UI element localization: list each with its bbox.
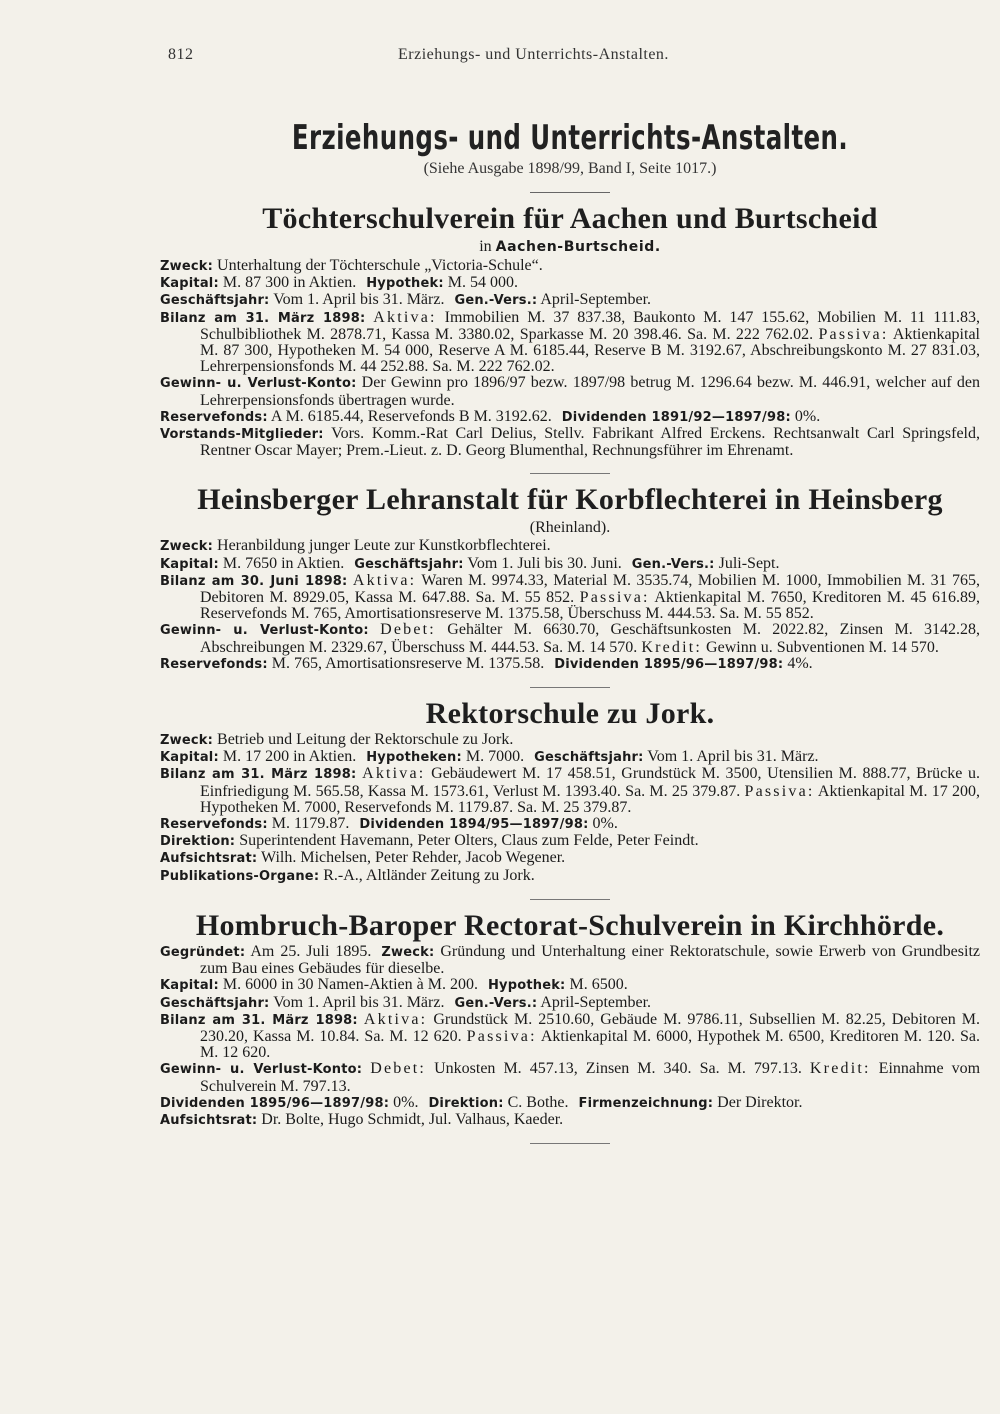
- label-gegruendet: Gegründet:: [160, 944, 246, 960]
- label-dividenden: Dividenden 1895/96—1897/98:: [160, 1095, 390, 1111]
- value-direktion: C. Bothe.: [507, 1093, 569, 1111]
- field-aufsichtsrat: [160, 850, 980, 867]
- location-prefix: in: [479, 238, 492, 255]
- value-passiva: Aktienkapital M. 7650, Kreditoren M. 45 616.89, Reservefonds M. 765, Amortisationsreserve M. 1375.58, Überschuss M. 444.53. Sa. M. 55 852.: [200, 589, 981, 623]
- label-direktion: Direktion:: [428, 1095, 504, 1111]
- divider: [530, 473, 610, 474]
- label-kapital: Kapital:: [160, 276, 219, 292]
- value-kapital: M. 7650 in Aktien.: [222, 554, 345, 572]
- field-zweck: [160, 732, 980, 749]
- label-bilanz: Bilanz am 31. März 1898:: [160, 310, 366, 326]
- field-geschaeftsjahr: [160, 292, 980, 309]
- value-kapital: M. 17 200 in Aktien.: [222, 748, 357, 766]
- divider: [530, 687, 610, 688]
- label-kredit: Kredit:: [809, 1060, 871, 1078]
- value-dividenden: 0%.: [794, 407, 821, 425]
- entry-location: [160, 237, 980, 257]
- label-zweck: Zweck:: [160, 539, 214, 555]
- field-kapital: [160, 275, 980, 292]
- value-kredit: Einnahme vom Schulverein M. 797.13.: [200, 1060, 981, 1095]
- label-zweck: Zweck:: [381, 944, 435, 960]
- field-zweck: [160, 258, 980, 275]
- value-geschaeftsjahr: Vom 1. April bis 31. März.: [647, 748, 819, 766]
- field-vorstand: [160, 426, 980, 459]
- value-dividenden: 0%.: [592, 815, 618, 833]
- value-geschaeftsjahr: Vom 1. April bis 31. März.: [273, 291, 445, 309]
- value-firmenzeichnung: Der Direktor.: [717, 1093, 803, 1111]
- entry-location: (Rheinland).: [529, 519, 611, 537]
- field-bilanz: [160, 766, 980, 816]
- label-zweck: Zweck:: [160, 733, 214, 749]
- section-subtitle: (Siehe Ausgabe 1898/99, Band I, Seite 1017.): [423, 160, 717, 177]
- field-direktion: [160, 833, 980, 850]
- label-kapital: Kapital:: [160, 750, 219, 766]
- field-gewinn-verlust: [160, 622, 980, 655]
- label-kredit: Kredit:: [641, 638, 703, 656]
- label-debet: Debet:: [370, 1060, 427, 1078]
- value-aktiva: Immobilien M. 37 837.38, Baukonto M. 147 155.62, Mobilien M. 11 111.83, Schulbibliothek M. 2878.71, Kassa M. 3380.02, Sparkasse M. 20 398.46. Sa. M. 222 762.02.: [200, 308, 981, 343]
- entry-title: Rektorschule zu Jork.: [425, 697, 715, 731]
- label-aktiva: Aktiva:: [362, 765, 426, 783]
- value-kredit: Gewinn u. Subventionen M. 14 570.: [706, 638, 939, 656]
- field-kapital: [160, 556, 980, 573]
- label-aktiva: Aktiva:: [363, 1010, 428, 1028]
- value-reservefonds: M. 765, Amortisationsreserve M. 1375.58.: [271, 654, 545, 672]
- value-aufsichtsrat: Dr. Bolte, Hugo Schmidt, Jul. Valhaus, Kaeder.: [261, 1110, 564, 1128]
- label-gewinn-verlust: Gewinn- u. Verlust-Konto:: [160, 376, 357, 392]
- value-geschaeftsjahr: Vom 1. Juli bis 30. Juni.: [467, 554, 622, 572]
- field-gewinn-verlust: [160, 375, 980, 408]
- value-kapital: M. 87 300 in Aktien.: [222, 274, 357, 292]
- entry-toechterschulverein: [160, 201, 980, 474]
- entry-hombruch-baroper: [160, 908, 980, 1144]
- field-reservefonds: [160, 656, 980, 673]
- label-geschaeftsjahr: Geschäftsjahr:: [160, 995, 270, 1011]
- field-bilanz: [160, 1012, 980, 1062]
- value-kapital: M. 6000 in 30 Namen-Aktien à M. 200.: [222, 976, 478, 994]
- label-dividenden: Dividenden 1894/95—1897/98:: [359, 817, 589, 833]
- entry-title: Heinsberger Lehranstalt für Korbflechterei in Heinsberg: [197, 483, 943, 517]
- field-dividenden: [160, 1095, 980, 1112]
- label-aufsichtsrat: Aufsichtsrat:: [160, 1112, 258, 1128]
- field-reservefonds: [160, 816, 980, 833]
- label-kapital: Kapital:: [160, 556, 219, 572]
- label-hypothek: Hypothek:: [366, 276, 444, 292]
- value-gen-vers: April-September.: [540, 291, 652, 309]
- value-zweck: Betrieb und Leitung der Rektorschule zu Jork.: [217, 731, 514, 749]
- field-zweck: [160, 538, 980, 555]
- value-passiva: Aktienkapital M. 6000, Hypothek M. 6500, Kreditoren M. 120. Sa. M. 12 620.: [200, 1027, 981, 1062]
- label-dividenden: Dividenden 1895/96—1897/98:: [554, 656, 784, 672]
- value-geschaeftsjahr: Vom 1. April bis 31. März.: [273, 993, 445, 1011]
- label-geschaeftsjahr: Geschäftsjahr:: [534, 750, 644, 766]
- value-gen-vers: Juli-Sept.: [718, 554, 780, 572]
- label-aufsichtsrat: Aufsichtsrat:: [160, 851, 258, 867]
- entry-rektorschule-jork: [160, 696, 980, 900]
- entry-heinsberger-lehranstalt: [160, 482, 980, 688]
- label-passiva: Passiva:: [466, 1027, 537, 1045]
- label-geschaeftsjahr: Geschäftsjahr:: [354, 556, 464, 572]
- value-passiva: Aktienkapital M. 87 300, Hypotheken M. 54 000, Reserve A M. 6185.44, Reserve B M. 3192.67, Abschreibungskonto M. 27 831.03, Lehrerpensionsfonds M. 44 252.88. Sa. M. 222 762.02.: [200, 325, 980, 376]
- label-bilanz: Bilanz am 31. März 1898:: [160, 767, 357, 783]
- label-hypothek: Hypothek:: [487, 978, 566, 994]
- label-publikationsorgane: Publikations-Organe:: [160, 868, 320, 884]
- location-name: Aachen-Burtscheid.: [495, 239, 661, 255]
- label-gewinn-verlust: Gewinn- u. Verlust-Konto:: [160, 623, 369, 639]
- field-publikationsorgane: [160, 868, 980, 885]
- value-debet: Unkosten M. 457.13, Zinsen M. 340. Sa. M. 797.13.: [434, 1060, 802, 1078]
- label-direktion: Direktion:: [160, 834, 236, 850]
- label-gewinn-verlust: Gewinn- u. Verlust-Konto:: [160, 1062, 363, 1078]
- value-publikationsorgane: R.-A., Altländer Zeitung zu Jork.: [323, 866, 535, 884]
- label-reservefonds: Reservefonds:: [160, 409, 268, 425]
- field-geschaeftsjahr: [160, 995, 980, 1012]
- value-aktiva: Grundstück M. 2510.60, Gebäude M. 9786.11, Subsellien M. 82.25, Debitoren M. 230.20, Kassa M. 10.84. Sa. M. 12 620.: [200, 1010, 981, 1045]
- value-aktiva: Waren M. 9974.33, Material M. 3535.74, Mobilien M. 1000, Immobilien M. 31 765, Debitoren M. 8929.05, Kassa M. 647.88. Sa. M. 55 852.: [200, 571, 981, 607]
- label-firmenzeichnung: Firmenzeichnung:: [578, 1095, 714, 1111]
- field-gewinn-verlust: [160, 1061, 980, 1094]
- running-title: Erziehungs- und Unterrichts-Anstalten.: [398, 46, 669, 63]
- label-vorstand: Vorstands-Mitglieder:: [160, 427, 324, 443]
- value-dividenden: 0%.: [393, 1093, 419, 1111]
- label-passiva: Passiva:: [818, 325, 889, 343]
- label-aktiva: Aktiva:: [373, 308, 437, 326]
- value-gegruendet: Am 25. Juli 1895.: [250, 942, 372, 960]
- page-content: [160, 118, 980, 1144]
- label-gen-vers: Gen.-Vers.:: [454, 293, 538, 309]
- label-hypotheken: Hypotheken:: [366, 750, 462, 766]
- field-reservefonds: [160, 409, 980, 426]
- label-bilanz: Bilanz am 30. Juni 1898:: [160, 573, 348, 589]
- value-hypotheken: M. 7000.: [465, 748, 525, 766]
- field-kapital: [160, 749, 980, 766]
- label-kapital: Kapital:: [160, 978, 219, 994]
- value-direktion: Superintendent Havemann, Peter Olters, Claus zum Felde, Peter Feindt.: [239, 832, 699, 850]
- value-dividenden: 4%.: [787, 654, 813, 672]
- value-reservefonds: A M. 6185.44, Reservefonds B M. 3192.62.: [270, 407, 552, 425]
- value-gewinn-verlust: Der Gewinn pro 1896/97 bezw. 1897/98 betrug M. 1296.64 bezw. M. 446.91, welcher auf den Lehrerpensionsfonds übertragen wurde.: [200, 374, 980, 409]
- label-bilanz: Bilanz am 31. März 1898:: [160, 1012, 358, 1028]
- label-zweck: Zweck:: [160, 259, 214, 274]
- value-passiva: Aktienkapital M. 17 200, Hypotheken M. 7000, Reservefonds M. 1179.87. Sa. M. 25 379.87.: [200, 782, 981, 816]
- divider: [530, 192, 610, 193]
- value-vorstand: Vors. Komm.-Rat Carl Delius, Stellv. Fabrikant Alfred Erckens. Rechtsanwalt Carl Springsfeld, Rentner Oscar Mayer; Prem.-Lieut. z. D. Georg Blumenthal, Rechnungsführer im Ehrenamt.: [200, 425, 980, 460]
- field-bilanz: [160, 573, 980, 623]
- label-geschaeftsjahr: Geschäftsjahr:: [160, 293, 270, 309]
- label-passiva: Passiva:: [744, 782, 815, 800]
- field-bilanz: [160, 310, 980, 376]
- value-aufsichtsrat: Wilh. Michelsen, Peter Rehder, Jacob Wegener.: [261, 849, 566, 867]
- label-reservefonds: Reservefonds:: [160, 817, 268, 833]
- label-gen-vers: Gen.-Vers.:: [631, 556, 715, 572]
- label-passiva: Passiva:: [579, 589, 650, 607]
- entry-title: Töchterschulverein für Aachen und Burtscheid: [262, 202, 878, 235]
- field-kapital: [160, 977, 980, 994]
- value-zweck: Unterhaltung der Töchterschule „Victoria-Schule“.: [217, 257, 543, 274]
- label-gen-vers: Gen.-Vers.:: [454, 995, 538, 1011]
- value-zweck: Heranbildung junger Leute zur Kunstkorbflechterei.: [217, 537, 551, 555]
- field-gegruendet: [160, 944, 980, 977]
- value-hypothek: M. 54 000.: [447, 274, 518, 292]
- label-aktiva: Aktiva:: [352, 571, 417, 589]
- value-aktiva: Gebäudewert M. 17 458.51, Grundstück M. 3500, Utensilien M. 888.77, Brücke u. Einfriedigung M. 565.58, Kassa M. 1573.61, Verlust M. 1393.40. Sa. M. 25 379.87.: [200, 765, 981, 800]
- value-hypothek: M. 6500.: [569, 976, 628, 994]
- entry-title: Hombruch-Baroper Rectorat-Schulverein in Kirchhörde.: [195, 908, 945, 942]
- label-debet: Debet:: [380, 621, 436, 639]
- value-gen-vers: April-September.: [540, 993, 652, 1011]
- label-dividenden: Dividenden 1891/92—1897/98:: [561, 409, 791, 425]
- section-title: Erziehungs- und Unterrichts-Anstalten.: [291, 118, 849, 158]
- value-zweck: Gründung und Unterhaltung einer Rektoratschule, sowie Erwerb von Grundbesitz zum Bau eines Gebäudes für dieselbe.: [200, 942, 981, 978]
- divider: [530, 1143, 610, 1144]
- value-reservefonds: M. 1179.87.: [271, 815, 350, 833]
- page-number: 812: [168, 46, 194, 63]
- field-aufsichtsrat: [160, 1112, 980, 1129]
- value-debet: Gehälter M. 6630.70, Geschäftsunkosten M. 2022.82, Zinsen M. 3142.28, Abschreibungen M. 2329.67, Überschuss M. 444.53. Sa. M. 14 570.: [200, 621, 981, 656]
- divider: [530, 899, 610, 900]
- label-reservefonds: Reservefonds:: [160, 656, 268, 672]
